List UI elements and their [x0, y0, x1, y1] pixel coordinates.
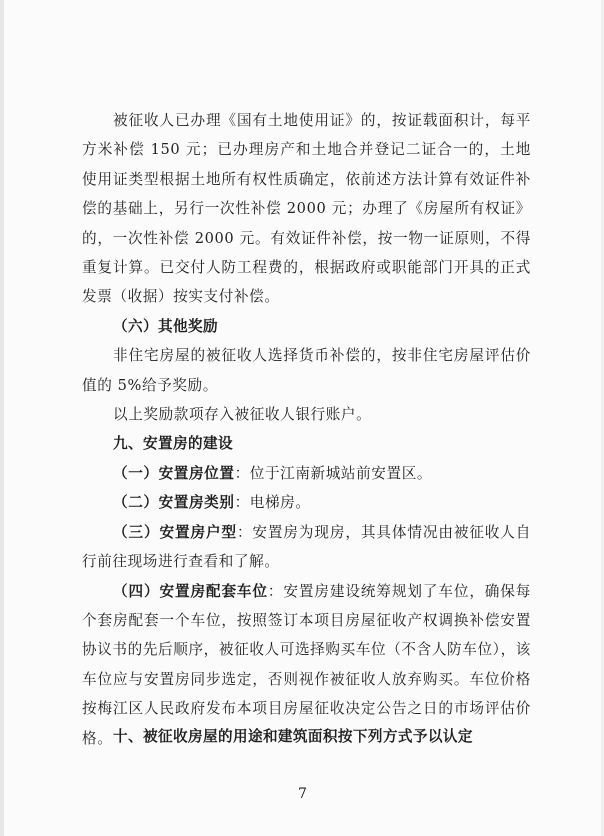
label-resettlement-layout: （三）安置房户型	[113, 523, 237, 541]
text-resettlement-layout: ：安置房为现房，其具体情况由被征收人自行前往现场进行查看和了解。	[82, 523, 531, 571]
paragraph-non-residential-reward: 非住宅房屋的被征收人选择货币补偿的，按非住宅房屋评估价值的 5%给予奖励。	[82, 347, 531, 394]
paragraph-resettlement-location	[82, 459, 531, 488]
text-resettlement-parking: ：安置房建设统筹规划了车位，确保每个套房配套一个车位，按照签订本项目房屋征收产权调换补偿安置协议书的先后顺序，被征收人可选择购买车位（不含人防车位），该车位应与安置房同步选定，否则视作被征收人放弃购买。车位价格按梅江区人民政府发布本项目房屋征收决定公告之日的市场评估价格。	[82, 582, 531, 747]
paragraph-resettlement-type	[82, 488, 531, 517]
paragraph-resettlement-layout	[82, 518, 531, 577]
label-resettlement-parking: （四）安置房配套车位	[113, 582, 268, 600]
page-number: 7	[298, 786, 307, 802]
label-resettlement-type: （二）安置房类别	[113, 494, 235, 512]
heading-resettlement-construction: 九、安置房的建设	[113, 435, 233, 453]
paragraph-certificate-compensation: 被征收人已办理《国有土地使用证》的，按证载面积计，每平方米补偿 150 元；已办理房产和土地合并登记二证合一的，土地使用证类型根据土地所有权性质确定，依前述方法计算有效证件补偿的基础上，另行一次性补偿 2000 元；办理了《房屋所有权证》的，一次性补偿 2000 元。有效证件补偿，按一物一证原则，不得重复计算。已交付人防工程费的，根据政府或职能部门开具的正式发票（收据）按实支付补偿。	[82, 112, 531, 306]
text-resettlement-type: ：电梯房。	[234, 494, 311, 512]
document-body	[82, 106, 531, 753]
paragraph-reward-deposit: 以上奖励款项存入被征收人银行账户。	[113, 406, 372, 424]
label-resettlement-location: （一）安置房位置	[113, 464, 235, 482]
heading-usage-area-determination: 十、被征收房屋的用途和建筑面积按下列方式予以认定	[113, 728, 473, 745]
heading-other-rewards: （六）其他奖励	[113, 317, 218, 335]
text-resettlement-location: ：位于江南新城站前安置区。	[234, 464, 433, 482]
